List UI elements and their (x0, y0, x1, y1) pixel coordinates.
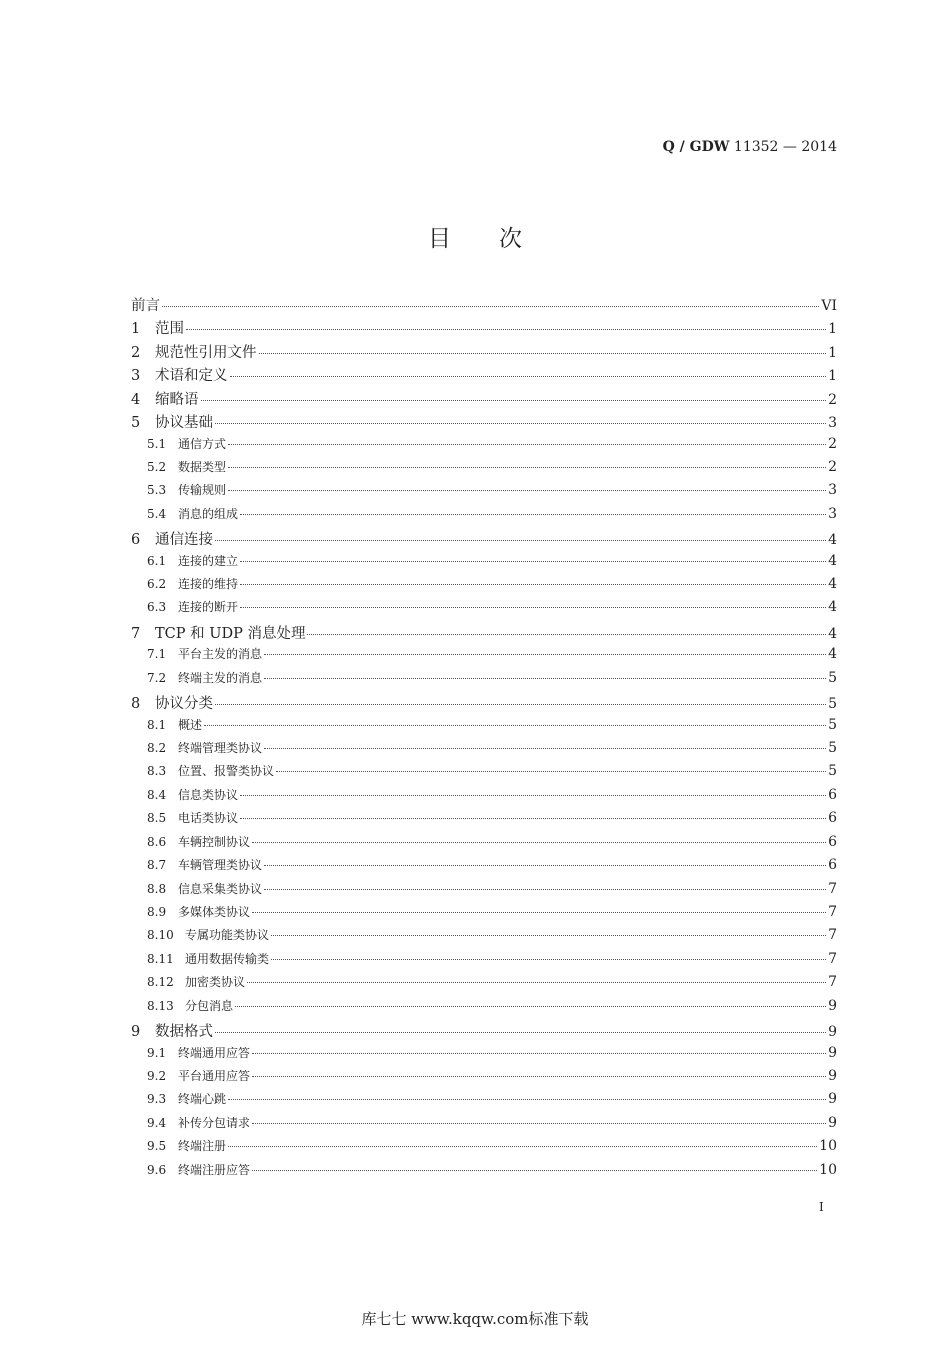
toc-entry-label: 连接的建立 (178, 553, 239, 568)
toc-entry-page: 5 (828, 696, 837, 713)
toc-entry[interactable] (131, 762, 837, 785)
toc-entry-number: 8.2 (147, 741, 167, 756)
toc-entry-number: 8.1 (147, 717, 167, 732)
toc-entry-page: 6 (828, 857, 837, 874)
dot-leader (228, 467, 826, 468)
toc-entry-label: 前言 (131, 298, 160, 314)
toc-entry-label: 数据类型 (178, 459, 227, 474)
toc-entry-number: 6.3 (147, 600, 167, 615)
toc-entry-label: 协议分类 (155, 696, 213, 713)
toc-entry-page: 9 (828, 1067, 837, 1084)
toc-entry-number: 5 (131, 415, 141, 432)
toc-entry-page: VI (821, 298, 837, 314)
toc-entry[interactable] (131, 1090, 837, 1113)
toc-entry-page: 3 (828, 415, 837, 432)
toc-entry-label: 电话类协议 (178, 811, 239, 826)
toc-entry-number: 8.5 (147, 811, 167, 826)
toc-entry-label: 概述 (178, 717, 203, 732)
toc-entry-number: 1 (131, 321, 141, 338)
toc-entry[interactable] (131, 1020, 837, 1043)
toc-entry-number: 6.2 (147, 577, 167, 592)
toc-entry-label: 终端通用应答 (178, 1045, 251, 1060)
toc-entry-number: 9.6 (147, 1162, 167, 1177)
toc-entry-page: 9 (828, 1114, 837, 1131)
dot-leader (264, 654, 826, 655)
toc-entry-number: 7.2 (147, 670, 167, 685)
toc-entry-number: 6 (131, 532, 141, 549)
toc-entry-page: 7 (828, 927, 837, 944)
toc-entry[interactable] (131, 926, 837, 949)
toc-entry-label: 传输规则 (178, 483, 227, 498)
toc-entry[interactable] (131, 880, 837, 903)
toc-entry-label: 范围 (155, 321, 184, 338)
dot-leader (271, 959, 826, 960)
toc-entry-label: 位置、报警类协议 (178, 764, 275, 779)
toc-entry-page: 10 (819, 1138, 837, 1155)
toc-entry[interactable] (131, 458, 837, 481)
standard-code (663, 139, 837, 155)
toc-entry-number: 8.7 (147, 858, 167, 873)
toc-entry-number: 5.1 (147, 436, 167, 451)
toc-entry-page: 10 (819, 1161, 837, 1178)
toc-entry-page: 4 (828, 552, 837, 569)
dot-leader (186, 329, 826, 330)
toc-entry-page: 9 (828, 997, 837, 1014)
table-of-contents (131, 294, 837, 1184)
toc-entry-page: 7 (828, 880, 837, 897)
footer-watermark: 库七七 www.kqqw.com标准下载 (361, 1310, 589, 1328)
toc-entry-label: 连接的维持 (178, 577, 239, 592)
dot-leader (230, 376, 827, 377)
toc-entry-number: 9.4 (147, 1115, 167, 1130)
dot-leader (264, 865, 826, 866)
toc-entry-number: 8.10 (147, 928, 174, 943)
toc-entry[interactable] (131, 786, 837, 809)
dot-leader (271, 935, 826, 936)
dot-leader (215, 704, 826, 705)
dot-leader (264, 678, 826, 679)
toc-entry[interactable] (131, 411, 837, 434)
toc-entry-page: 7 (828, 903, 837, 920)
dot-leader (215, 540, 826, 541)
toc-entry-number: 8.3 (147, 764, 167, 779)
toc-entry-label: 终端主发的消息 (178, 670, 263, 685)
toc-entry[interactable] (131, 973, 837, 996)
toc-entry-label: 缩略语 (155, 391, 199, 408)
toc-entry-number: 9.1 (147, 1045, 167, 1060)
toc-entry-label: 终端注册 (178, 1139, 227, 1154)
toc-entry-page: 5 (828, 740, 837, 757)
toc-entry[interactable] (131, 505, 837, 528)
toc-entry-number: 5.3 (147, 483, 167, 498)
dot-leader (264, 889, 826, 890)
toc-entry[interactable] (131, 528, 837, 551)
dot-leader (240, 607, 826, 608)
toc-entry[interactable] (131, 1114, 837, 1137)
dot-leader (252, 912, 826, 913)
dot-leader (247, 982, 826, 983)
dot-leader (264, 748, 826, 749)
toc-entry-number: 7.1 (147, 647, 167, 662)
toc-entry-number: 9.3 (147, 1092, 167, 1107)
toc-entry[interactable] (131, 575, 837, 598)
toc-entry-page: 6 (828, 786, 837, 803)
toc-entry-page: 2 (828, 435, 837, 452)
toc-entry-label: 加密类协议 (185, 975, 246, 990)
toc-entry-page: 1 (828, 321, 837, 338)
toc-entry-page: 6 (828, 810, 837, 827)
toc-entry-label: 分包消息 (185, 998, 234, 1013)
toc-entry-page: 9 (828, 1091, 837, 1108)
toc-entry-number: 2 (131, 344, 141, 361)
dot-leader (240, 561, 826, 562)
toc-entry-page: 1 (828, 344, 837, 361)
toc-entry-page: 2 (828, 391, 837, 408)
toc-entry[interactable] (131, 364, 837, 387)
toc-entry-label: 终端管理类协议 (178, 741, 263, 756)
dot-leader (162, 306, 819, 307)
toc-entry-number: 3 (131, 368, 141, 385)
toc-entry[interactable] (131, 950, 837, 973)
dot-leader (228, 1146, 817, 1147)
toc-entry[interactable] (131, 1161, 837, 1184)
toc-entry[interactable] (131, 317, 837, 340)
toc-entry-page: 5 (828, 716, 837, 733)
toc-entry-number: 8 (131, 696, 141, 713)
toc-entry[interactable] (131, 997, 837, 1020)
toc-entry-label: 补传分包请求 (178, 1115, 251, 1130)
toc-entry-page: 3 (828, 482, 837, 499)
toc-entry-label: 信息类协议 (178, 787, 239, 802)
toc-entry-page: 6 (828, 833, 837, 850)
toc-entry-label: 车辆控制协议 (178, 834, 251, 849)
dot-leader (259, 353, 827, 354)
dot-leader (240, 514, 826, 515)
toc-entry[interactable] (131, 692, 837, 715)
toc-entry-page: 4 (828, 532, 837, 549)
toc-entry-page: 4 (828, 625, 837, 642)
toc-entry-label: 连接的断开 (178, 600, 239, 615)
toc-entry-page: 9 (828, 1044, 837, 1061)
toc-entry[interactable] (131, 1044, 837, 1067)
toc-entry-number: 7 (131, 625, 141, 642)
toc-entry-label: 平台通用应答 (178, 1068, 251, 1083)
toc-entry[interactable] (131, 622, 837, 645)
toc-entry[interactable] (131, 809, 837, 832)
standard-prefix: Q / GDW (662, 139, 730, 155)
toc-entry-label: 通信方式 (178, 436, 227, 451)
dot-leader (252, 1053, 826, 1054)
toc-entry-number: 9.2 (147, 1068, 167, 1083)
toc-entry[interactable] (131, 669, 837, 692)
toc-entry[interactable] (131, 856, 837, 879)
toc-entry-label: 终端注册应答 (178, 1162, 251, 1177)
dot-leader (276, 771, 826, 772)
toc-entry-label: 通信连接 (155, 532, 213, 549)
toc-entry-page: 7 (828, 974, 837, 991)
toc-entry-page: 4 (828, 646, 837, 663)
toc-entry-label: 平台主发的消息 (178, 647, 263, 662)
toc-entry-number: 4 (131, 391, 141, 408)
toc-entry[interactable] (131, 435, 837, 458)
dot-leader (240, 584, 826, 585)
toc-entry[interactable] (131, 645, 837, 668)
toc-entry[interactable] (131, 294, 837, 317)
toc-entry[interactable] (131, 388, 837, 411)
toc-entry[interactable] (131, 833, 837, 856)
toc-entry-page: 5 (828, 669, 837, 686)
dot-leader (252, 1170, 817, 1171)
dot-leader (235, 1006, 826, 1007)
toc-entry-label: 协议基础 (155, 415, 213, 432)
dot-leader (252, 1123, 826, 1124)
standard-number: 11352 — 2014 (733, 139, 837, 155)
toc-entry[interactable] (131, 598, 837, 621)
page-title: 目次 (428, 226, 570, 252)
dot-leader (252, 1076, 826, 1077)
toc-entry[interactable] (131, 552, 837, 575)
dot-leader (228, 490, 826, 491)
toc-entry[interactable] (131, 341, 837, 364)
toc-entry-page: 9 (828, 1024, 837, 1041)
dot-leader (215, 423, 826, 424)
toc-entry-label: TCP 和 UDP 消息处理 (155, 625, 306, 642)
toc-entry-number: 8.11 (147, 951, 174, 966)
toc-entry-number: 9 (131, 1024, 141, 1041)
toc-entry-number: 8.12 (147, 975, 174, 990)
toc-entry-number: 9.5 (147, 1139, 167, 1154)
toc-entry-number: 8.6 (147, 834, 167, 849)
toc-entry[interactable] (131, 481, 837, 504)
toc-entry-label: 规范性引用文件 (155, 344, 257, 361)
dot-leader (228, 444, 826, 445)
dot-leader (252, 842, 826, 843)
toc-entry-label: 通用数据传输类 (185, 951, 270, 966)
toc-entry-label: 术语和定义 (155, 368, 228, 385)
toc-entry[interactable] (131, 1067, 837, 1090)
toc-entry-page: 2 (828, 458, 837, 475)
dot-leader (240, 818, 826, 819)
toc-entry-page: 4 (828, 576, 837, 593)
toc-entry-label: 专属功能类协议 (185, 928, 270, 943)
toc-entry-page: 1 (828, 368, 837, 385)
toc-entry-label: 数据格式 (155, 1024, 213, 1041)
toc-entry-label: 车辆管理类协议 (178, 858, 263, 873)
toc-entry-page: 4 (828, 599, 837, 616)
toc-entry-number: 8.4 (147, 787, 167, 802)
dot-leader (228, 1099, 826, 1100)
toc-entry[interactable] (131, 739, 837, 762)
toc-entry-label: 多媒体类协议 (178, 904, 251, 919)
toc-entry[interactable] (131, 903, 837, 926)
toc-entry-label: 信息采集类协议 (178, 881, 263, 896)
dot-leader (204, 725, 826, 726)
dot-leader (307, 634, 826, 635)
dot-leader (201, 400, 827, 401)
toc-entry-number: 5.2 (147, 459, 167, 474)
toc-entry-page: 7 (828, 950, 837, 967)
toc-entry-label: 终端心跳 (178, 1092, 227, 1107)
toc-entry-number: 5.4 (147, 506, 167, 521)
toc-entry[interactable] (131, 716, 837, 739)
toc-entry-number: 8.13 (147, 998, 174, 1013)
toc-entry-label: 消息的组成 (178, 506, 239, 521)
dot-leader (240, 795, 826, 796)
toc-entry[interactable] (131, 1137, 837, 1160)
toc-entry-number: 8.9 (147, 904, 167, 919)
toc-entry-page: 3 (828, 505, 837, 522)
toc-entry-number: 8.8 (147, 881, 167, 896)
page-number: I (819, 1200, 824, 1214)
toc-entry-number: 6.1 (147, 553, 167, 568)
dot-leader (215, 1032, 826, 1033)
toc-entry-page: 5 (828, 763, 837, 780)
